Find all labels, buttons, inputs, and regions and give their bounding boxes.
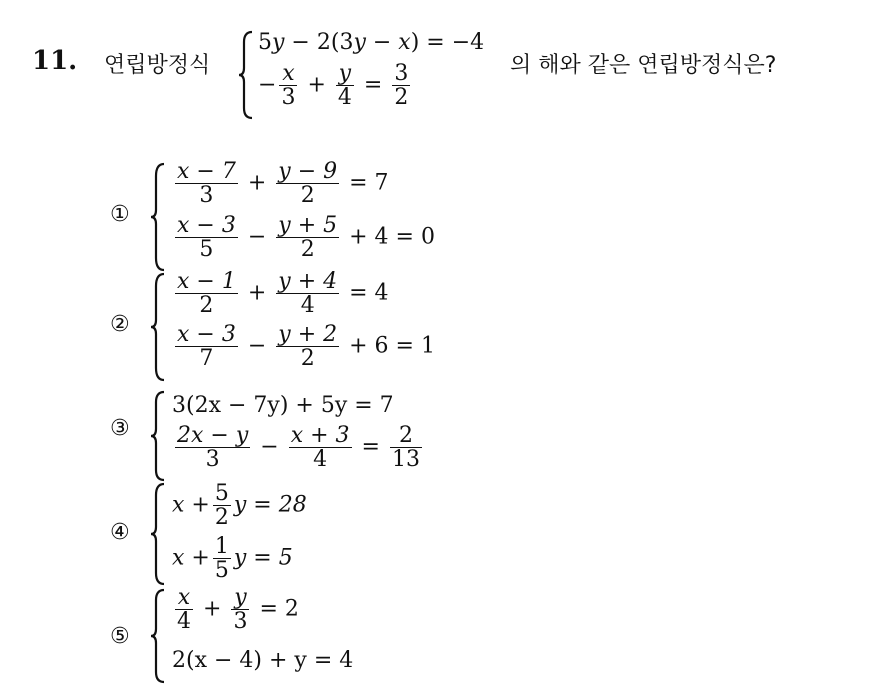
choice-5-equation-2: 2(x − 4) + y = 4 <box>172 648 354 673</box>
choice-4-equation-1: x + $\frac{5}{2}$ y = 28 <box>172 481 307 531</box>
choice-5-marker[interactable]: ⑤ <box>110 624 130 649</box>
choice-5-equation-1: $\frac{x}{4}$ + $\frac{y}{3}$ = 2 <box>177 585 299 635</box>
choice-2-equation-1: $\frac{x - 1}{2}$ + $\frac{y + 4}{4}$ = 4 <box>177 269 389 319</box>
choice-5-brace <box>150 588 166 684</box>
choice-4-marker[interactable]: ④ <box>110 520 130 545</box>
question-tail-text: 의 해와 같은 연립방정식은? <box>510 53 777 78</box>
choice-4-brace <box>150 482 166 586</box>
choice-1-equation-1: $\frac{x - 7}{3}$ + $\frac{y - 9}{2}$ = 7 <box>177 159 389 209</box>
choice-3-marker[interactable]: ③ <box>110 416 130 441</box>
choice-1-brace <box>150 162 166 272</box>
choice-3-equation-2: $\frac{2x - y}{3}$ − $\frac{x + 3}{4}$ = $\frac{2}{13}$ <box>177 423 420 473</box>
choice-2-equation-2: $\frac{x - 3}{7}$ − $\frac{y + 2}{2}$ + 6 = 1 <box>177 322 435 372</box>
choice-1-equation-2: $\frac{x - 3}{5}$ − $\frac{y + 5}{2}$ + 4 = 0 <box>177 213 435 263</box>
choice-3-equation-1: 3(2x − 7y) + 5y = 7 <box>172 393 394 418</box>
question-lead-text: 연립방정식 <box>104 53 211 78</box>
choice-2-brace <box>150 272 166 382</box>
choice-2-marker[interactable]: ② <box>110 312 130 337</box>
choice-4-equation-2: x + $\frac{1}{5}$ y = 5 <box>172 534 293 584</box>
question-equation-1: 5y − 2(3y − x) = −4 <box>258 30 485 55</box>
question-equation-2: − $\frac{x}{3}$ + $\frac{y}{4}$ = $\frac{3}{2}$ <box>258 61 409 111</box>
choice-3-brace <box>150 390 166 482</box>
question-number: 11. <box>32 46 78 76</box>
question-brace <box>238 30 254 120</box>
choice-1-marker[interactable]: ① <box>110 202 130 227</box>
